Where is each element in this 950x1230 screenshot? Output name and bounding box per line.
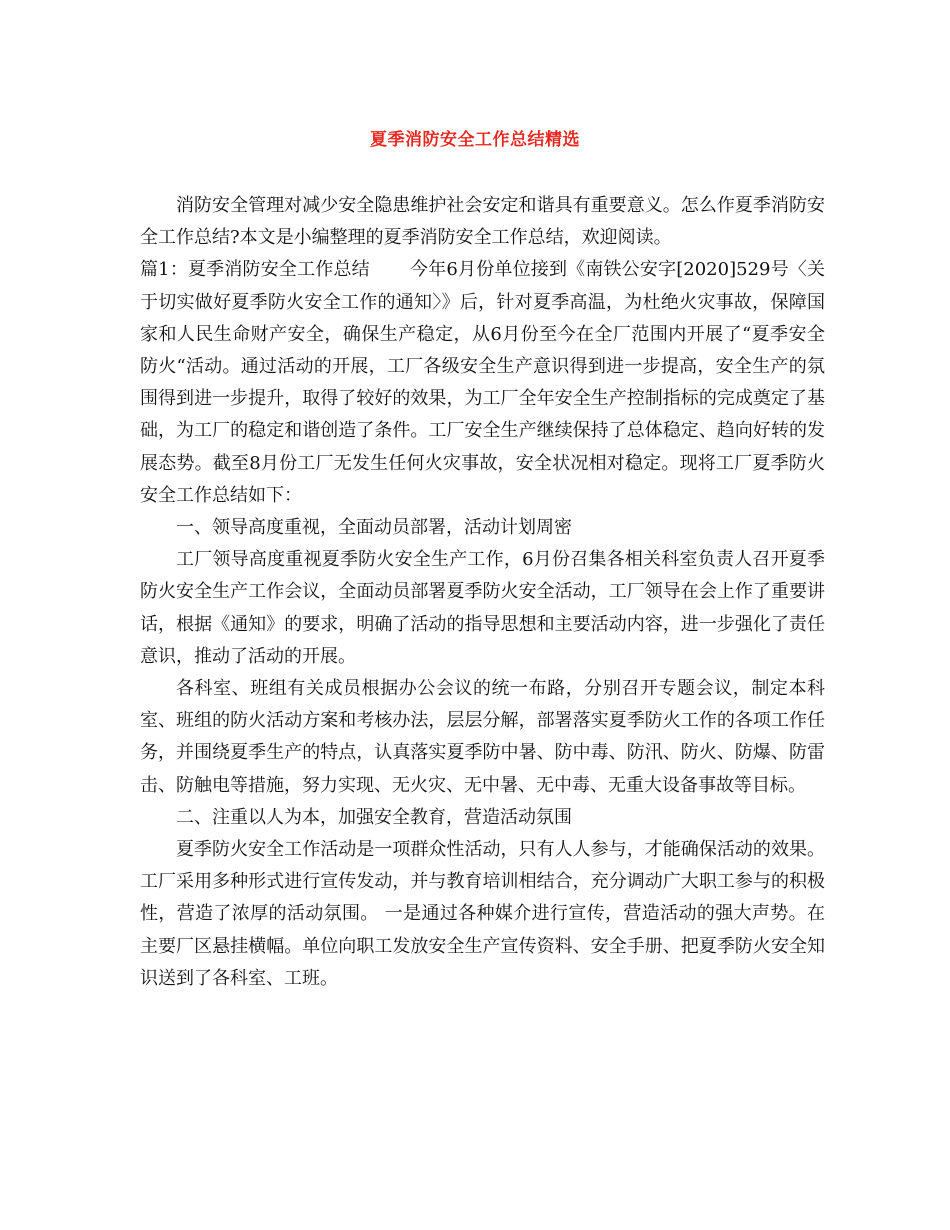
chapter-first-paragraph: 今年6月份单位接到《南铁公安字[2020]529号〈关于切实做好夏季防火安全工作的通知〉》后，针对夏季高温，为杜绝火灾事故，保障国家和人民生命财产安全，确保生产稳定，从6月份至今在全厂范围内开展了“夏季安全防火“活动。通过活动的开展，工厂各级安全生产意识得到进一步提高，安全生产的氛围得到进一步提升，取得了较好的效果，为工厂全年安全生产控制指标的完成奠定了基础，为工厂的稳定和谐创造了条件。工厂安全生产继续保持了总体稳定、趋向好转的发展态势。截至8月份工厂无发生任何火灾事故，安全状况相对稳定。现将工厂夏季防火安全工作总结如下： [140, 259, 825, 506]
document-body [140, 190, 825, 995]
paragraph-departments: 各科室、班组有关成员根据办公会议的统一布路，分别召开专题会议，制定本科室、班组的防火活动方案和考核办法，层层分解，部署落实夏季防火工作的各项工作任务，并围绕夏季生产的特点，认真落实夏季防中暑、防中毒、防汛、防火、防爆、防雷击、防触电等措施，努力实现、无火灾、无中暑、无中毒、无重大设备事故等目标。 [140, 678, 825, 796]
intro-paragraph: 消防安全管理对减少安全隐患维护社会安定和谐具有重要意义。怎么作夏季消防安全工作总结?本文是小编整理的夏季消防安全工作总结，欢迎阅读。 [140, 195, 825, 249]
section-heading-1: 一、领导高度重视，全面动员部署，活动计划周密 [176, 517, 572, 539]
paragraph-leadership: 工厂领导高度重视夏季防火安全生产工作，6月份召集各相关科室负责人召开夏季防火安全生产工作会议，全面动员部署夏季防火安全活动，工厂领导在会上作了重要讲话，根据《通知》的要求，明确了活动的指导思想和主要活动内容，进一步强化了责任意识，推动了活动的开展。 [140, 549, 825, 667]
chapter-label: 篇1：夏季消防安全工作总结 [140, 259, 370, 281]
chapter-paragraph [140, 254, 825, 512]
paragraph-education: 夏季防火安全工作活动是一项群众性活动，只有人人参与，才能确保活动的效果。工厂采用多种形式进行宣传发动，并与教育培训相结合，充分调动广大职工参与的积极性，营造了浓厚的活动氛围。 一是通过各种媒介进行宣传，营造活动的强大声势。在主要厂区悬挂横幅。单位向职工发放安全生产宣传资料、安全手册、把夏季防火安全知识送到了各科室、工班。 [140, 839, 825, 989]
section-heading-2: 二、注重以人为本，加强安全教育，营造活动氛围 [176, 806, 572, 828]
document-title: 夏季消防安全工作总结精选 [370, 130, 580, 150]
